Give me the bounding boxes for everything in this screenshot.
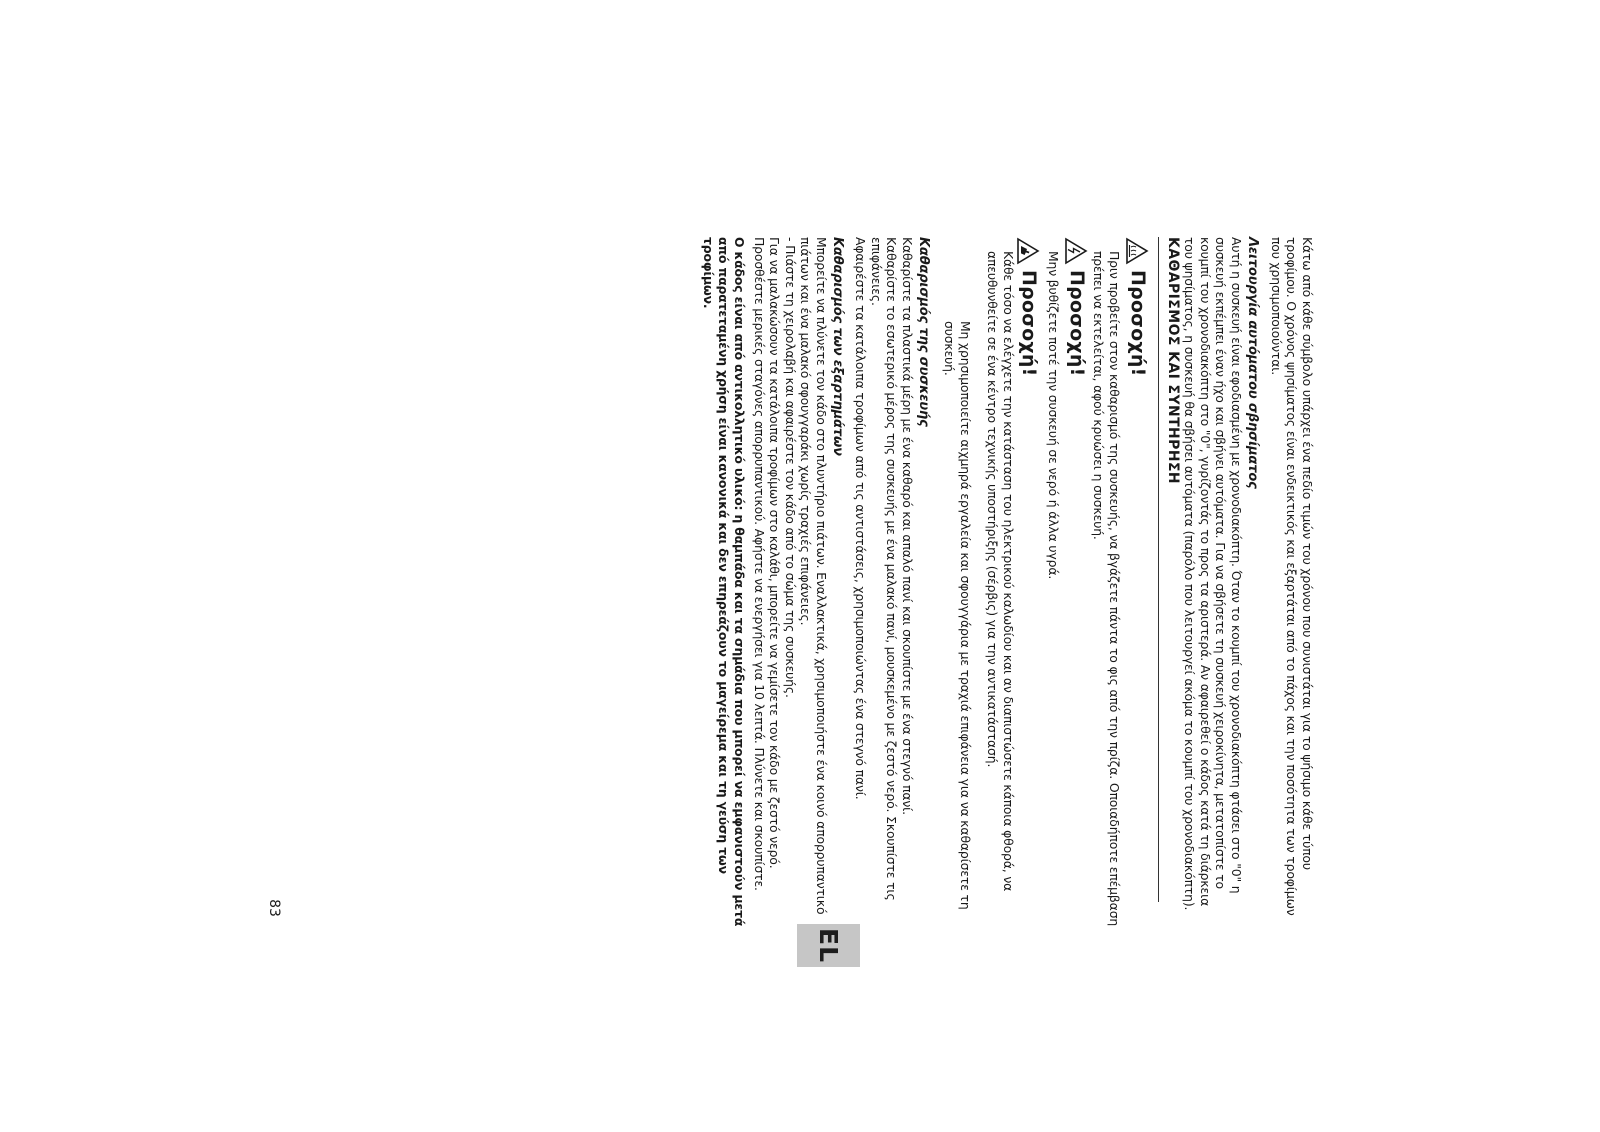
- warning-2-text: Μην βυθίζετε ποτέ την συσκευή σε νερό ή άλλα υγρά.: [1046, 251, 1061, 580]
- cleaning-accessories-heading: Καθαρισμός των εξαρτημάτων: [830, 237, 845, 456]
- hand-warning-icon: [1016, 237, 1040, 265]
- language-badge-label: EL: [813, 927, 843, 964]
- warning-3-title: Προσοχή!: [1017, 270, 1040, 377]
- warning-1-title: Προσοχή!: [1126, 270, 1149, 377]
- intro-paragraph: Κάτω από κάθε σύμβολο υπάρχει ένα πεδίο τιμών του χρόνου που συνιστάται για το ψήσιμο κάθε τύπου τροφίμου. Ο χρόνος ψησίματος είναι ενδεικτικός και εξαρτάται από το πάχος και την ποσότητα των τροφίμων που χρησιμοποιούνται.: [1269, 237, 1315, 916]
- page-number: [254, 893, 294, 923]
- cleaning-accessories-line-2: - Πιάστε τη χειρολαβή και αφαιρέστε τον κάδο από το σώμα της συσκευής.: [783, 237, 798, 698]
- cleaning-appliance-line-2: Καθαρίστε το εσωτερικό μέρος της συσκευής με ένα μαλακό πανί, μουσκεμένο με ζεστό νερό. Σκουπίστε τις επιφάνειες.: [869, 237, 900, 901]
- language-badge: [797, 924, 860, 967]
- electric-shock-icon: [1064, 237, 1088, 265]
- page-number-text: 83: [265, 899, 282, 917]
- cleaning-appliance-line-1: Καθαρίστε τα πλαστικά μέρη με ένα καθαρό και απαλό πανί και σκουπίστε με ένα στεγνό πανί.: [900, 237, 915, 815]
- auto-off-text: Αυτή η συσκευή είναι εφοδιασμένη με χρονοδιακόπτη. Όταν το κουμπί του χρονοδιακόπτη φτάσει στο "0" η συσκευή εκπέμπει έναν ήχο και σβήνει αυτόματα. Για να σβήσετε τη συσκευή χειροκίνητα, μετατοπίστε το κουμπί του χρονοδιακόπτη στο "0", γυρίζοντάς το προς τα αριστερά. Αν αφαιρεθεί ο κάδος κατά τη διάρκεια του ψησίματος, η συσκευή θα σβήσει αυτόματα (παρόλο που λειτουργεί ακόμα το κουμπί του χρονοδιακόπτη).: [1182, 237, 1244, 911]
- section-divider: [1158, 237, 1159, 902]
- cleaning-accessories-line-3: Για να μαλακώσουν τα κατάλοιπα τροφίμων στο καλάθι, μπορείτε να γεμίσετε τον κάδο με ζεστό νερό. Προσθέστε μερικές σταγόνες απορρυπαντικού. Αφήστε να ενεργήσει για 10 λεπτά. Πλύνετε και σκουπίστε.: [752, 237, 783, 891]
- cleaning-appliance-heading: Καθαρισμός της συσκευής: [916, 237, 931, 427]
- warning-3: [1016, 237, 1040, 376]
- hot-surface-icon: [1125, 237, 1149, 265]
- warning-2-title: Προσοχή!: [1065, 270, 1088, 377]
- auto-off-heading: Λειτουργία αυτόματου σβησίματος: [1245, 237, 1260, 489]
- section-title: ΚΑΘΑΡΙΣΜΟΣ ΚΑΙ ΣΥΝΤΗΡΗΣΗ: [1165, 237, 1181, 485]
- warning-2: [1064, 237, 1088, 376]
- cleaning-appliance-line-3: Αφαιρέστε τα κατάλοιπα τροφίμων από τις αντιστάσεις, χρησιμοποιώντας ένα στεγνό πανί.: [853, 237, 869, 800]
- warning-3-text: Κάθε τόσο να ελέγχετε την κατάσταση του ηλεκτρικού καλωδίου και αν διαπιστώσετε κάποια φθορά, να απευθυνθείτε σε ένα κέντρο τεχνικής υποστήριξης (σέρβις) για την αντικατάστασή.: [985, 251, 1016, 892]
- rotated-page-content: [395, 237, 1315, 927]
- warning-1: [1125, 237, 1149, 376]
- warning-3-note: Μη χρησιμοποιείτε αιχμηρά εργαλεία και σφουγγάρια με τραχιά επιφάνεια για να καθαρίσετε τη συσκευή.: [942, 321, 973, 910]
- cleaning-accessories-line-1: Μπορείτε να πλύνετε τον κάδο στο πλυντήριο πιάτων. Εναλλακτικά, χρησιμοποιήστε ένα κοινό απορρυπαντικό πιάτων και ένα μαλακό σφουγγαράκι χωρίς τραχιές επιφάνειες.: [798, 237, 829, 915]
- accessories-bold-note: Ο κάδος είναι από αντικολλητικό υλικό: η θαμπάδα και τα σημάδια που μπορεί να εμφανιστούν μετά από παρατεταμένη χρήση είναι κανονικά και δεν επηρεάζουν το μαγείρεμα και τη γεύση των τροφίμων.: [701, 237, 747, 927]
- warning-1-text: Πριν προβείτε στον καθαρισμό της συσκευής, να βγάζετε πάντα το φις από την πρίζα. Οποιαδήποτε επέμβαση πρέπει να εκτελείται, αφού κρυώσει η συσκευή.: [1091, 251, 1122, 927]
